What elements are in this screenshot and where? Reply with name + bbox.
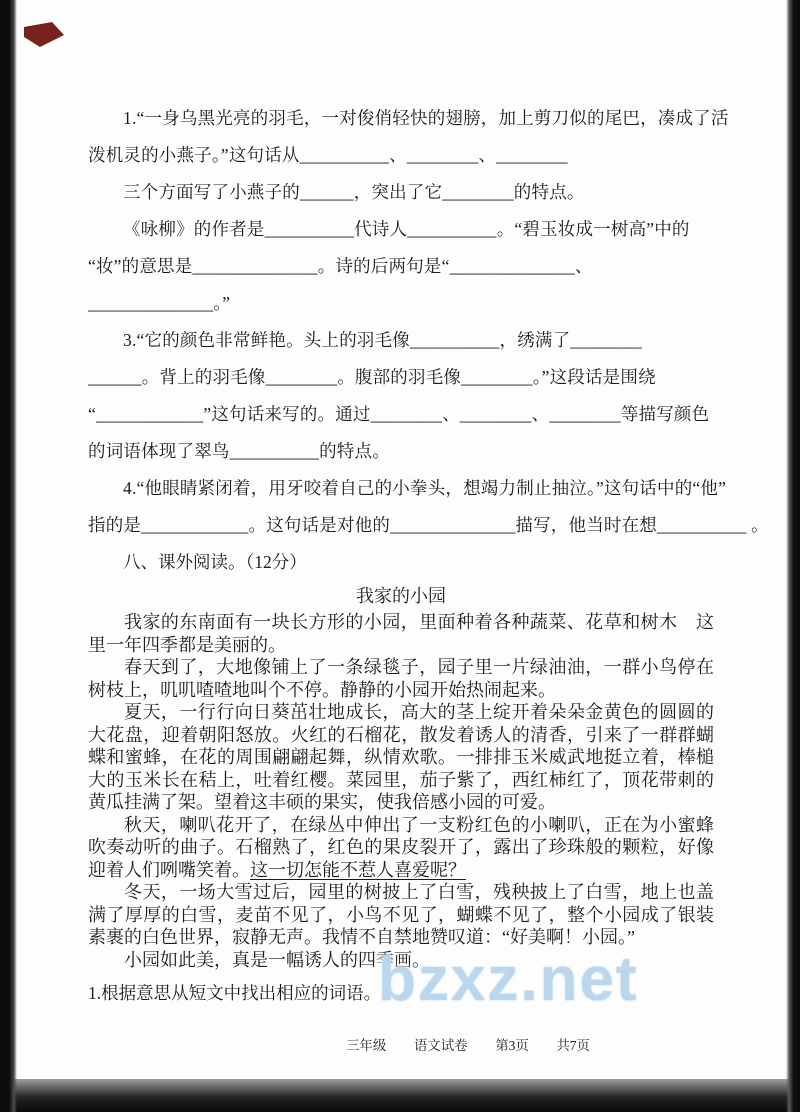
passage-paragraph-spring: 春天到了，大地像铺上了一条绿毯子，园子里一片绿油油，一群小鸟停在树枝上，叽叽喳喳地叫个不停。静静的小园开始热闹起来。 — [88, 657, 714, 700]
question1-line3: 三个方面写了小燕子的______，突出了它________的特点。 — [123, 182, 585, 202]
scan-edge-right — [786, 0, 800, 1112]
section8-heading: 八、课外阅读。（12分） — [123, 552, 307, 572]
passage-paragraph-intro: 我家的东南面有一块长方形的小园，里面种着各种蔬菜、花草和树木 这里一年四季都是美丽的。 — [88, 612, 714, 655]
question2-line3: ______________。” — [88, 293, 231, 313]
footer-grade: 三年级 — [345, 1038, 387, 1053]
question3-line1: 3.“它的颜色非常鲜艳。头上的羽毛像__________，绣满了________ — [123, 330, 642, 350]
passage-paragraph-summer: 夏天，一行行向日葵茁壮地成长，高大的茎上绽开着朵朵金黄色的圆圆的大花盘，迎着朝阳怒放。火红的石榴花，散发着诱人的清香，引来了一群群蝴蝶和蜜蜂，在花的周围翩翩起舞，纵情欢歌。一排排玉米威武地挺立着，棒槌大的玉米长在秸上，吐着红樱。菜园里，茄子紫了，西红柿红了，顶花带刺的黄瓜挂满了架。望着这丰硕的果实，使我倍感小园的可爱。 — [88, 702, 714, 812]
scan-corner-mark — [24, 22, 64, 47]
passage-paragraph-autumn — [88, 814, 714, 882]
question3-line4: 的词语体现了翠鸟__________的特点。 — [88, 441, 390, 461]
question3-line3: “____________”这句话来写的。通过________、________、________等描写颜色 — [88, 404, 710, 424]
question4-line1: 4.“他眼睛紧闭着，用牙咬着自己的小拳头，想竭力制止抽泣。”这句话中的“他” — [123, 478, 727, 498]
scan-edge-bottom — [0, 1079, 800, 1112]
passage-paragraph-closing: 小园如此美，真是一幅诱人的四季画。 — [124, 949, 430, 970]
passage-task1: 1.根据意思从短文中找出相应的词语。 — [88, 983, 382, 1003]
watermark-text: bzxz.net — [378, 945, 639, 1014]
question3-line2: ______。背上的羽毛像________。腹部的羽毛像________。”这段话是围绕 — [88, 367, 656, 387]
passage-autumn-text: 秋天，喇叭花开了，在绿丛中伸出了一支粉红色的小喇叭，正在为小蜜蜂吹奏动听的曲子。石榴熟了，红色的果皮裂开了，露出了珍珠般的颗粒，好像迎着人们咧嘴笑着。 — [88, 814, 714, 880]
footer-page-number: 第3页 — [495, 1038, 529, 1053]
question1-line1: 1.“一身乌黑光亮的羽毛，一对俊俏轻快的翅膀，加上剪刀似的尾巴，凑成了活 — [123, 108, 729, 128]
question2-line1: 《咏柳》的作者是__________代诗人__________。“碧玉妆成一树高”中的 — [123, 219, 690, 239]
footer-subject: 语文试卷 — [413, 1038, 468, 1053]
question1-line2: 泼机灵的小燕子。”这句话从__________、________、________ — [88, 145, 568, 165]
footer-page-total: 共7页 — [556, 1038, 591, 1053]
page-footer — [0, 1034, 800, 1054]
passage-title: 我家的小园 — [356, 586, 446, 606]
passage-paragraph-winter: 冬天，一场大雪过后，园里的树披上了白雪，残秧披上了白雪，地上也盖满了厚厚的白雪，麦苗不见了，小鸟不见了，蝴蝶不见了，整个小园成了银装素裹的白色世界，寂静无声。我情不自禁地赞叹道：“好美啊！小园。” — [88, 882, 714, 947]
question4-line2: 指的是____________。这句话是对他的______________描写，他当时在想__________ 。 — [88, 515, 769, 535]
question2-line2: “妆”的意思是______________。诗的后两句是“______________、 — [88, 256, 593, 276]
paper-content — [88, 100, 769, 1005]
passage-autumn-underlined-sentence: 这一切怎能不惹人喜爱呢？ — [250, 859, 466, 880]
scan-edge-left — [0, 0, 17, 1112]
